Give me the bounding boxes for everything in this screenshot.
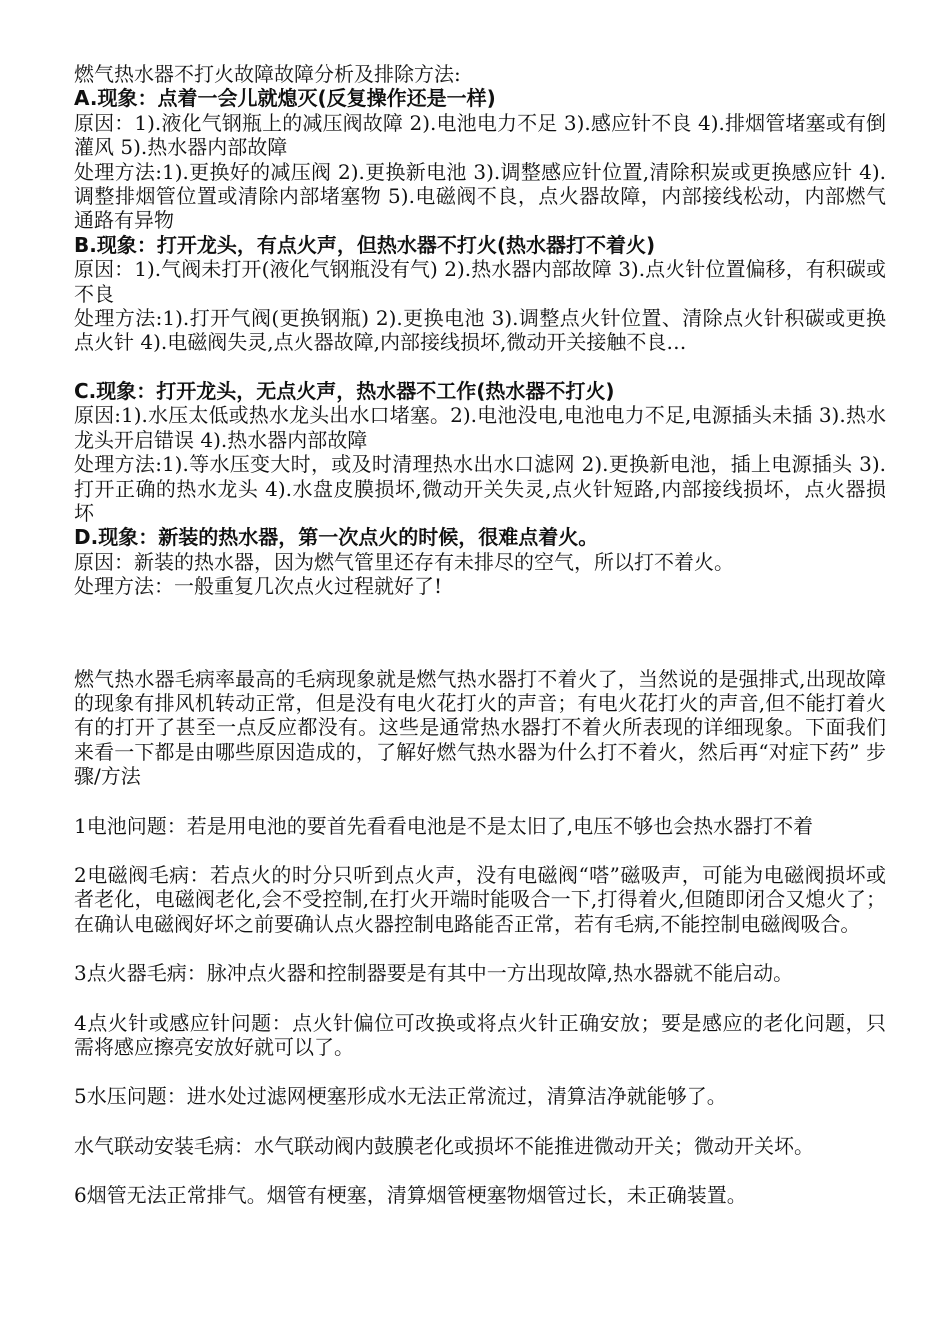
cause-c: 原因:1).水压太低或热水龙头出水口堵塞。2).电池没电,电池电力不足,电源插头未插 3).热水龙头开启错误 4).热水器内部故障: [74, 403, 886, 452]
fix-d: 处理方法：一般重复几次点火过程就好了!: [74, 574, 443, 599]
spacer: [74, 599, 886, 667]
document-body: [74, 62, 886, 1208]
heading-b: B.现象：打开龙头，有点火声，但热水器不打火(热水器打不着火): [74, 232, 656, 257]
item-ignition-needle: 4点火针或感应针问题：点火针偏位可改换或将点火针正确安放；要是感应的老化问题，只需将感应擦亮安放好就可以了。: [74, 1010, 886, 1059]
spacer: [74, 936, 886, 961]
spacer: [74, 1109, 886, 1134]
fix-a: 处理方法:1).更换好的减压阀 2).更换新电池 3).调整感应针位置,清除积炭或更换感应针 4).调整排烟管位置或清除内部堵塞物 5).电磁阀不良，点火器故障，内部接线松动，内部燃气通路有异物: [74, 159, 886, 233]
spacer: [74, 355, 886, 379]
spacer: [74, 838, 886, 863]
item-water-gas-linkage: 水气联动安装毛病：水气联动阀内鼓膜老化或损坏不能推进微动开关；微动开关坏。: [74, 1133, 814, 1158]
cause-b: 原因：1).气阀未打开(液化气钢瓶没有气) 2).热水器内部故障 3).点火针位置偏移，有积碳或不良: [74, 257, 886, 306]
spacer: [74, 1059, 886, 1084]
spacer: [74, 986, 886, 1011]
document-title: 燃气热水器不打火故障故障分析及排除方法:: [74, 62, 461, 86]
item-solenoid-valve: 2电磁阀毛病：若点火的时分只听到点火声，没有电磁阀“嗒”磁吸声，可能为电磁阀损坏或者老化，电磁阀老化,会不受控制,在打火开端时能吸合一下,打得着火,但随即闭合又熄火了；在确认电磁阀好坏之前要确认点火器控制电路能否正常，若有毛病,不能控制电磁阀吸合。: [74, 862, 886, 936]
item-battery: 1电池问题：若是用电池的要首先看看电池是不是太旧了,电压不够也会热水器打不着: [74, 813, 814, 838]
heading-d: D.现象：新装的热水器，第一次点火的时候，很难点着火。: [74, 525, 599, 550]
intro-paragraph: 燃气热水器毛病率最高的毛病现象就是燃气热水器打不着火了，当然说的是强排式,出现故障的现象有排风机转动正常，但是没有电火花打火的声音；有电火花打火的声音,但不能打着火有的打开了甚至一点反应都没有。这些是通常热水器打不着火所表现的详细现象。下面我们来看一下都是由哪些原因造成的，了解好燃气热水器为什么打不着火，然后再“对症下药” 步骤/方法: [74, 666, 886, 789]
item-igniter: 3点火器毛病：脉冲点火器和控制器要是有其中一方出现故障,热水器就不能启动。: [74, 961, 794, 986]
heading-a: A.现象：点着一会儿就熄灭(反复操作还是一样): [74, 86, 496, 111]
spacer: [74, 789, 886, 814]
heading-c: C.现象：打开龙头，无点火声，热水器不工作(热水器不打火): [74, 378, 615, 403]
item-water-pressure: 5水压问题：进水处过滤网梗塞形成水无法正常流过，清算洁净就能够了。: [74, 1084, 727, 1109]
fix-b: 处理方法:1).打开气阀(更换钢瓶) 2).更换电池 3).调整点火针位置、清除点火针积碳或更换点火针 4).电磁阀失灵,点火器故障,内部接线损坏,微动开关接触不良…: [74, 306, 886, 355]
cause-a: 原因：1).液化气钢瓶上的减压阀故障 2).电池电力不足 3).感应针不良 4).排烟管堵塞或有倒灌风 5).热水器内部故障: [74, 110, 886, 160]
cause-d: 原因：新装的热水器，因为燃气管里还存有未排尽的空气，所以打不着火。: [74, 549, 734, 574]
item-flue-pipe: 6烟管无法正常排气。烟管有梗塞，清算烟管梗塞物烟管过长，未正确装置。: [74, 1183, 747, 1208]
fix-c: 处理方法:1).等水压变大时，或及时清理热水出水口滤网 2).更换新电池，插上电源插头 3).打开正确的热水龙头 4).水盘皮膜损坏,微动开关失灵,点火针短路,内部接线损坏，点火器损坏: [74, 452, 886, 525]
spacer: [74, 1158, 886, 1183]
